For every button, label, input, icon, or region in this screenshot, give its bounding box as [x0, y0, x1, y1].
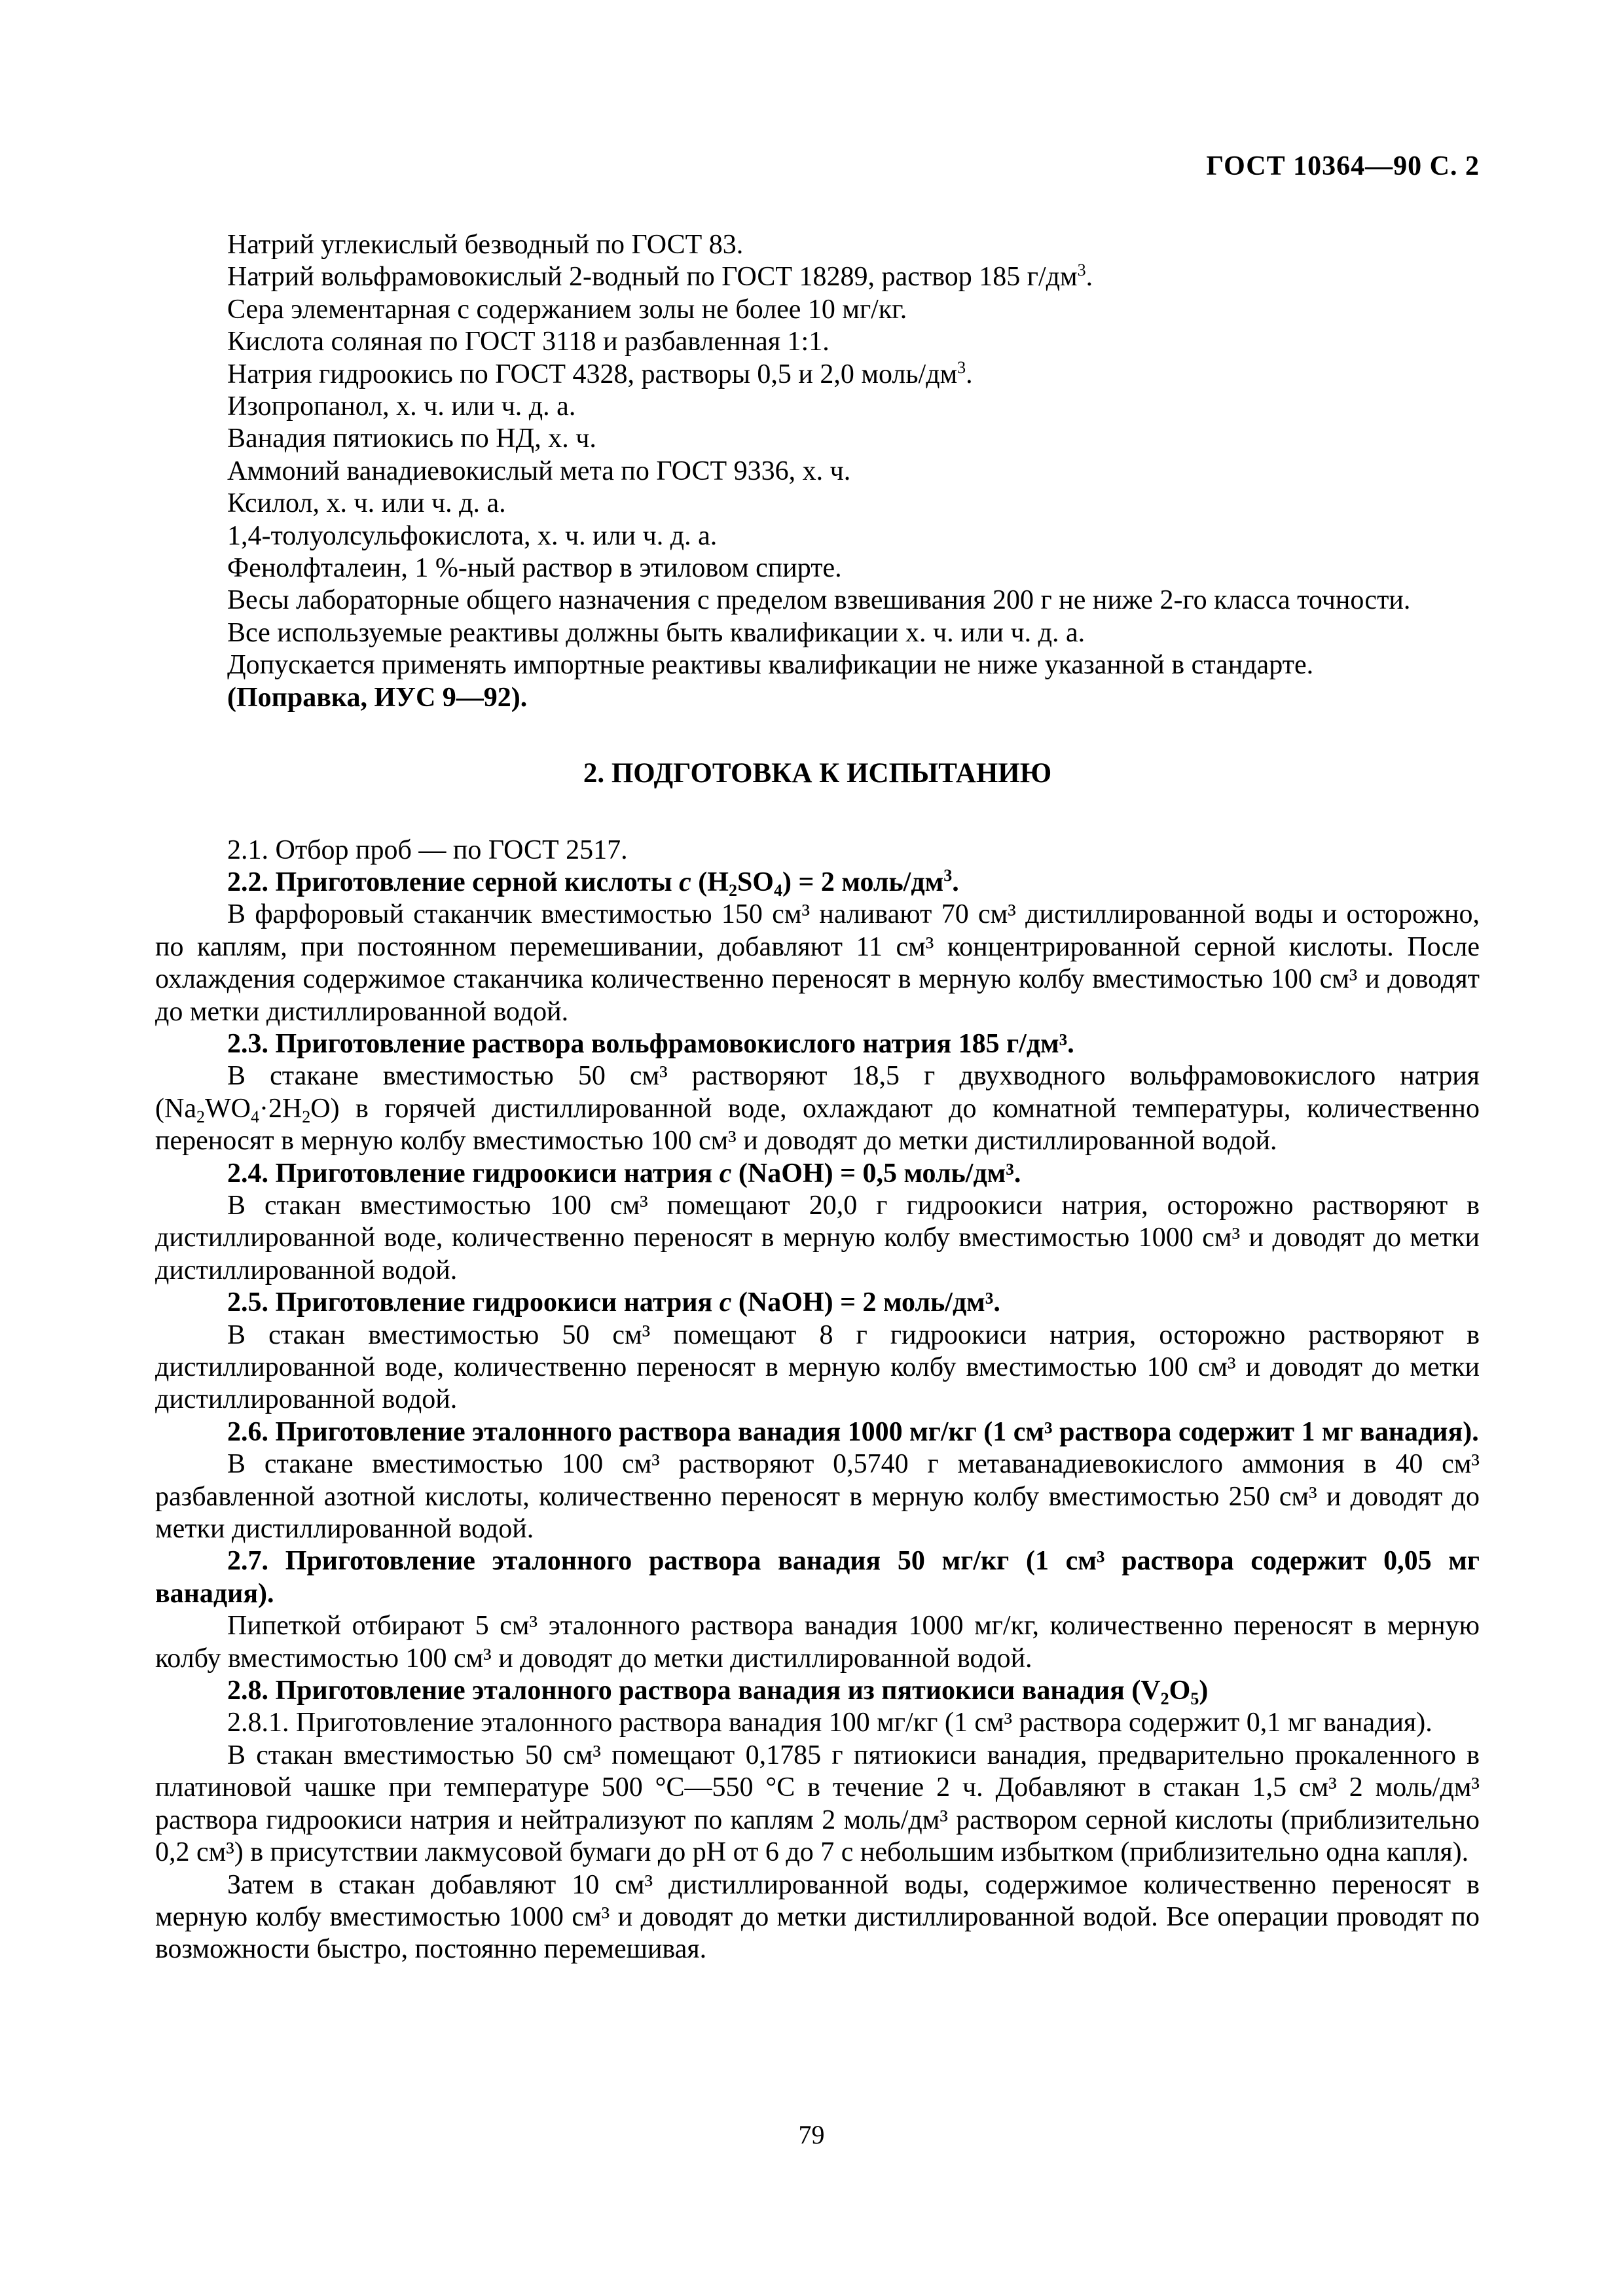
clause-2-8-paragraph-2: Затем в стакан добавляют 10 см³ дистиллированной воды, содержимое количественно переносят в мерную колбу вместимостью 1000 см³ и доводят до метки дистиллированной водой. Все операции проводят по возможности быстро, постоянно перемешивая. — [155, 1869, 1480, 1965]
clause-2-2-text: В фарфоровый стаканчик вместимостью 150 см³ наливают 70 см³ дистиллированной воды и осторожно, по каплям, при постоянном перемешивании, добавляют 11 см³ концентрированной серной кислоты. После охлаждения содержимое стаканчика количественно переносят в мерную колбу вместимостью 100 см³ и доводят до метки дистиллированной водой. — [155, 899, 1480, 1027]
page-header: ГОСТ 10364—90 С. 2 — [1206, 151, 1480, 181]
clause-2-8-1: 2.8.1. Приготовление эталонного раствора ванадия 100 мг/кг (1 см³ раствора содержит 0,1 мг ванадия). — [227, 1708, 1432, 1738]
clause-2-8-paragraph-1: В стакан вместимостью 50 см³ помещают 0,1785 г пятиокиси ванадия, предварительно прокаленного в платиновой чашке при температуре 500 °С—550 °С в течение 2 ч. Добавляют в стакан 1,5 см³ 2 моль/дм³ раствора гидроокиси натрия и нейтрализуют по каплям 2 моль/дм³ раствором серной кислоты (приблизительно 0,2 см³) в присутствии лакмусовой бумаги до pH от 6 до 7 с небольшим избытком (приблизительно одна капля). — [155, 1740, 1480, 1868]
clause-2-7-title: 2.7. Приготовление эталонного раствора ванадия 50 мг/кг (1 см³ раствора содержит 0,05 мг ванадия). — [155, 1546, 1480, 1609]
reagent-item: Фенолфталеин, 1 %-ный раствор в этиловом спирте. — [227, 553, 842, 584]
amendment-note: (Поправка, ИУС 9—92). — [227, 682, 528, 713]
clause-2-5-text: В стакан вместимостью 50 см³ помещают 8 г гидроокиси натрия, осторожно растворяют в дистиллированной воде, количественно переносят в мерную колбу вместимостью 100 см³ и доводят до метки дистиллированной водой. — [155, 1319, 1480, 1415]
reagent-item: Натрия гидроокись по ГОСТ 4328, растворы 0,5 и 2,0 моль/$дм^3$. — [227, 357, 973, 389]
reagent-item: Изопропанол, х. ч. или ч. д. а. — [227, 391, 576, 422]
reagent-item: Кислота соляная по ГОСТ 3118 и разбавленная 1:1. — [227, 327, 830, 357]
page-number: 79 — [798, 2120, 825, 2149]
document-body — [155, 229, 1480, 1966]
scales-paragraph: Весы лабораторные общего назначения с пределом взвешивания 200 г не ниже 2-го класса точности. — [227, 585, 1411, 616]
reagent-item: Сера элементарная с содержанием золы не более 10 мг/кг. — [227, 294, 907, 325]
clause-2-1: 2.1. Отбор проб — по ГОСТ 2517. — [227, 834, 628, 865]
reagent-item: Натрий углекислый безводный по ГОСТ 83. — [227, 230, 744, 260]
clause-2-7-text: Пипеткой отбирают 5 см³ эталонного раствора ванадия 1000 мг/кг, количественно переносят в мерную колбу вместимостью 100 см³ и доводят до метки дистиллированной водой. — [155, 1611, 1480, 1674]
qualification-paragraph: Все используемые реактивы должны быть квалификации х. ч. или ч. д. а. — [227, 617, 1085, 648]
reagent-item: Натрий вольфрамовокислый 2-водный по ГОСТ 18289, раствор 185 $г/дм^3$. — [227, 260, 1093, 293]
reagent-item: 1,4-толуолсульфокислота, х. ч. или ч. д. а. — [227, 520, 718, 551]
clause-2-3-text: В стакане вместимостью 50 см³ растворяют 18,5 г двухводного вольфрамовокислого натрия $(Na_2WO_4\cdot 2H_2O)$ в горячей дистиллированной воде, охлаждают до комнатной температуры, количественно переносят в мерную колбу вместимостью 100 см³ и доводят до метки дистиллированной водой. — [155, 1061, 1480, 1157]
reagent-item: Аммоний ванадиевокислый мета по ГОСТ 9336, х. ч. — [227, 456, 851, 486]
imported-reagents-paragraph: Допускается применять импортные реактивы квалификации не ниже указанной в стандарте. — [227, 650, 1314, 681]
clause-2-2-title: 2.2. Приготовление серной кислоты c $(H_2SO_4) = 2$ моль/$дм^3$. — [227, 865, 959, 900]
clause-2-6-title: 2.6. Приготовление эталонного раствора ванадия 1000 мг/кг (1 см³ раствора содержит 1 мг ванадия). — [227, 1416, 1479, 1447]
clause-2-6-text: В стакане вместимостью 100 см³ растворяют 0,5740 г метаванадиевокислого аммония в 40 см³ разбавленной азотной кислоты, количественно переносят в мерную колбу вместимостью 250 см³ и доводят до метки дистиллированной водой. — [155, 1449, 1480, 1545]
clause-2-8-title: 2.8. Приготовление эталонного раствора ванадия из пятиокиси ванадия $(V_2O_5)$ — [227, 1676, 1209, 1709]
clause-2-3-title: 2.3. Приготовление раствора вольфрамовокислого натрия 185 г/дм³. — [227, 1028, 1074, 1059]
clause-2-5-title: 2.5. Приготовление гидроокиси натрия c (NaOH) = 2 моль/дм³. — [227, 1287, 1000, 1318]
reagent-item: Ванадия пятиокись по НД, х. ч. — [227, 423, 596, 454]
section-title: 2. ПОДГОТОВКА К ИСПЫТАНИЮ — [583, 758, 1052, 789]
clause-2-4-text: В стакан вместимостью 100 см³ помещают 20,0 г гидроокиси натрия, осторожно растворяют в дистиллированной воде, количественно переносят в мерную колбу вместимостью 1000 см³ и доводят до метки дистиллированной водой. — [155, 1190, 1480, 1285]
clause-2-4-title: 2.4. Приготовление гидроокиси натрия c (NaOH) = 0,5 моль/дм³. — [227, 1158, 1021, 1189]
reagent-item: Ксилол, х. ч. или ч. д. а. — [227, 488, 506, 519]
